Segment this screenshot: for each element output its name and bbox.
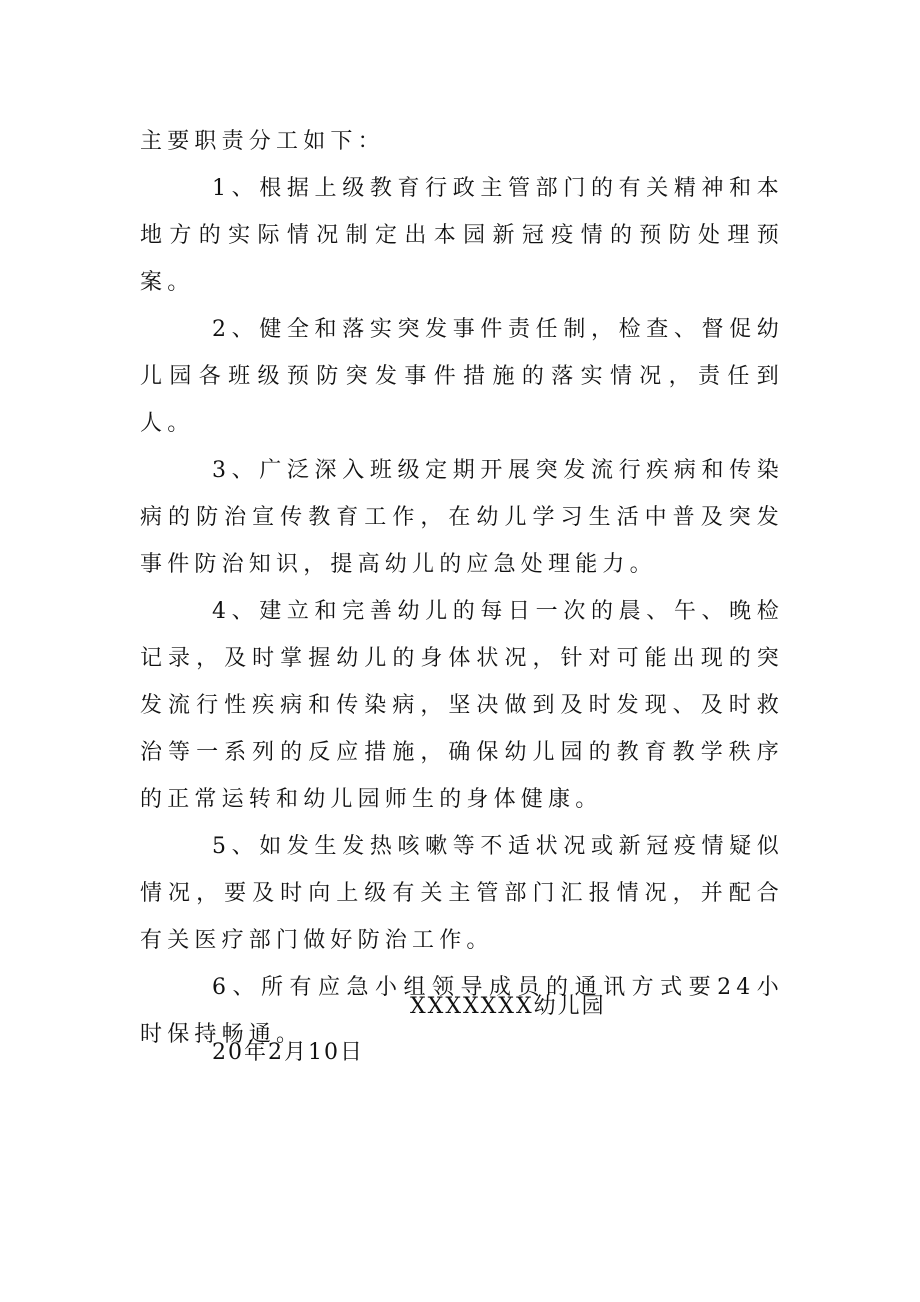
intro-text: 主要职责分工如下： [140,129,385,154]
duty-item-5: 5、如发生发热咳嗽等不适状况或新冠疫情疑似情况，要及时向上级有关主管部门汇报情况，并配合有关医疗部门做好防治工作。 [140,834,784,953]
duty-item-1: 1、根据上级教育行政主管部门的有关精神和本地方的实际情况制定出本园新冠疫情的预防处理预案。 [140,176,784,295]
duty-item-2: 2、健全和落实突发事件责任制，检查、督促幼儿园各班级预防突发事件措施的落实情况，责任到人。 [140,317,784,436]
duty-item-4: 4、建立和完善幼儿的每日一次的晨、午、晚检记录，及时掌握幼儿的身体状况，针对可能出现的突发流行性疾病和传染病，坚决做到及时发现、及时救治等一系列的反应措施，确保幼儿园的教育教学秩序的正常运转和幼儿园师生的身体健康。 [140,599,784,812]
duty-item-3: 3、广泛深入班级定期开展突发流行疾病和传染病的防治宣传教育工作，在幼儿学习生活中普及突发事件防治知识，提高幼儿的应急处理能力。 [140,458,784,577]
document-date: 20年2月10日 [212,1040,364,1065]
organization-name: XXXXXXX幼儿园 [410,994,606,1019]
document-body [140,118,784,1058]
duty-item-6: 6、所有应急小组领导成员的通讯方式要24小时保持畅通。 [140,975,784,1047]
